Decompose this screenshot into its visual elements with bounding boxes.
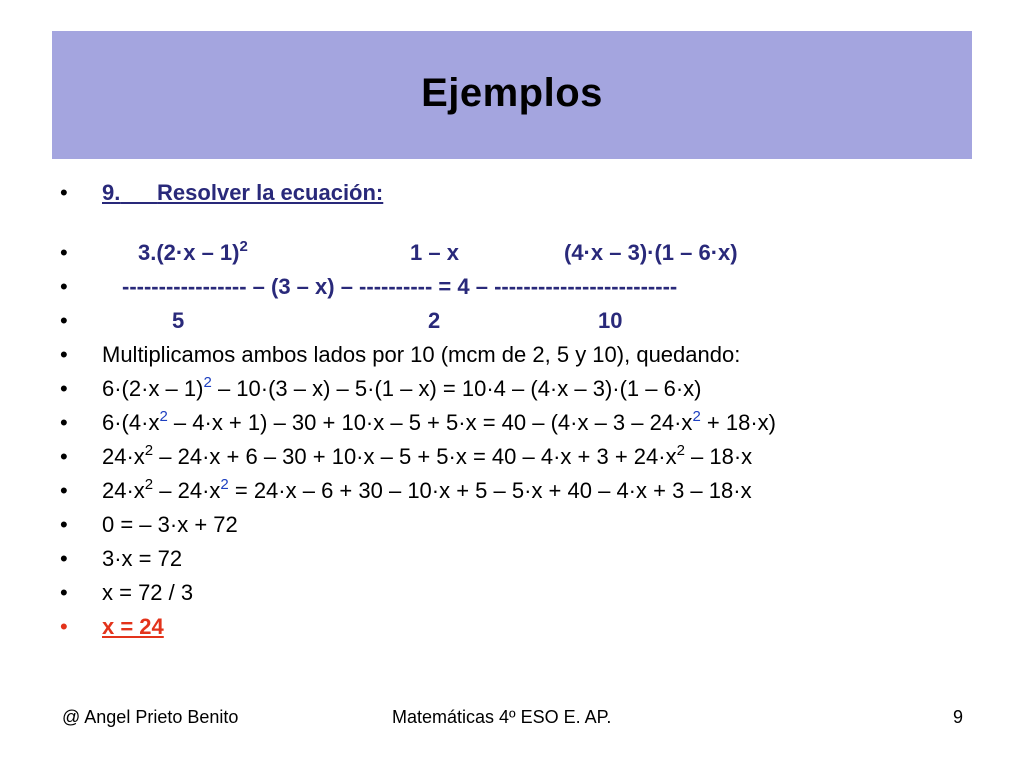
bullet-icon: • — [60, 180, 68, 205]
step-text — [102, 342, 740, 368]
step-fragment: 6·(4·x — [102, 410, 160, 435]
fraction-line: ----------------- – (3 – x) – ---------- = 4 – ------------------------- — [122, 274, 678, 299]
bullet-icon: • — [60, 308, 68, 333]
step-fragment: – 24·x + 6 – 30 + 10·x – 5 + 5·x = 40 – 4·x + 3 + 24·x — [153, 444, 677, 469]
bullet-icon: • — [60, 546, 68, 571]
denominator-first: 5 — [172, 308, 185, 333]
problem-number: 9. — [102, 180, 121, 205]
step-fragment: 6·(2·x – 1) — [102, 376, 204, 401]
numerator-second: 1 – x — [410, 240, 459, 265]
bullet-icon: • — [60, 376, 68, 401]
bullet-icon: • — [60, 512, 68, 537]
step-text: 3·x = 72 — [102, 546, 183, 571]
step-text: x = 72 / 3 — [102, 580, 194, 605]
step-text — [102, 478, 752, 504]
problem-label — [102, 180, 383, 206]
numerator-first-text: 3.(2·x – 1) — [138, 240, 240, 265]
footer-author: @ Angel Prieto Benito — [62, 707, 239, 727]
bullet-icon: • — [60, 410, 68, 435]
answer: x = 24 — [102, 614, 164, 639]
step-fragment: = 24·x – 6 + 30 – 10·x + 5 – 5·x + 40 – 4·x + 3 – 18·x — [228, 478, 752, 503]
step-fragment: Multiplicamos ambos lados por 10 (mcm de 2, 5 y 10), quedando: — [102, 342, 741, 367]
step-fragment: 24·x — [102, 444, 145, 469]
step-exponent: 2 — [203, 374, 212, 391]
step-exponent: 2 — [692, 408, 701, 425]
title-band — [52, 31, 972, 159]
step-fragment: 24·x — [102, 478, 145, 503]
bullet-icon: • — [60, 478, 68, 503]
numerator-third: (4·x – 3)·(1 – 6·x) — [564, 240, 738, 265]
bullet-icon: • — [60, 614, 68, 639]
step-text: 0 = – 3·x + 72 — [102, 512, 238, 537]
step-exponent: 2 — [676, 442, 685, 459]
step-exponent: 2 — [220, 476, 229, 493]
slide-title: Ejemplos — [421, 71, 603, 115]
step-text — [102, 410, 776, 436]
numerator-first-exponent: 2 — [239, 238, 248, 255]
step-fragment: – 24·x — [153, 478, 221, 503]
numerator-first — [138, 240, 248, 266]
bullet-icon: • — [60, 274, 68, 299]
denominator-third: 10 — [598, 308, 623, 333]
bullet-icon: • — [60, 240, 68, 265]
step-text — [102, 444, 752, 470]
denominator-second: 2 — [428, 308, 441, 333]
step-fragment: + 18·x) — [700, 410, 776, 435]
problem-instruction: Resolver la ecuación: — [157, 180, 384, 205]
bullet-icon: • — [60, 342, 68, 367]
step-text — [102, 376, 702, 402]
step-fragment: – 18·x — [684, 444, 753, 469]
step-fragment: – 4·x + 1) – 30 + 10·x – 5 + 5·x = 40 – (4·x – 3 – 24·x — [167, 410, 693, 435]
problem-gap — [120, 180, 157, 205]
footer-course: Matemáticas 4º ESO E. AP. — [392, 707, 612, 727]
bullet-icon: • — [60, 580, 68, 605]
footer-page-number: 9 — [953, 707, 964, 727]
step-exponent: 2 — [144, 476, 154, 493]
step-fragment: – 10·(3 – x) – 5·(1 – x) = 10·4 – (4·x – 3)·(1 – 6·x) — [211, 376, 702, 401]
step-exponent: 2 — [159, 408, 168, 425]
bullet-icon: • — [60, 444, 68, 469]
step-exponent: 2 — [144, 442, 154, 459]
